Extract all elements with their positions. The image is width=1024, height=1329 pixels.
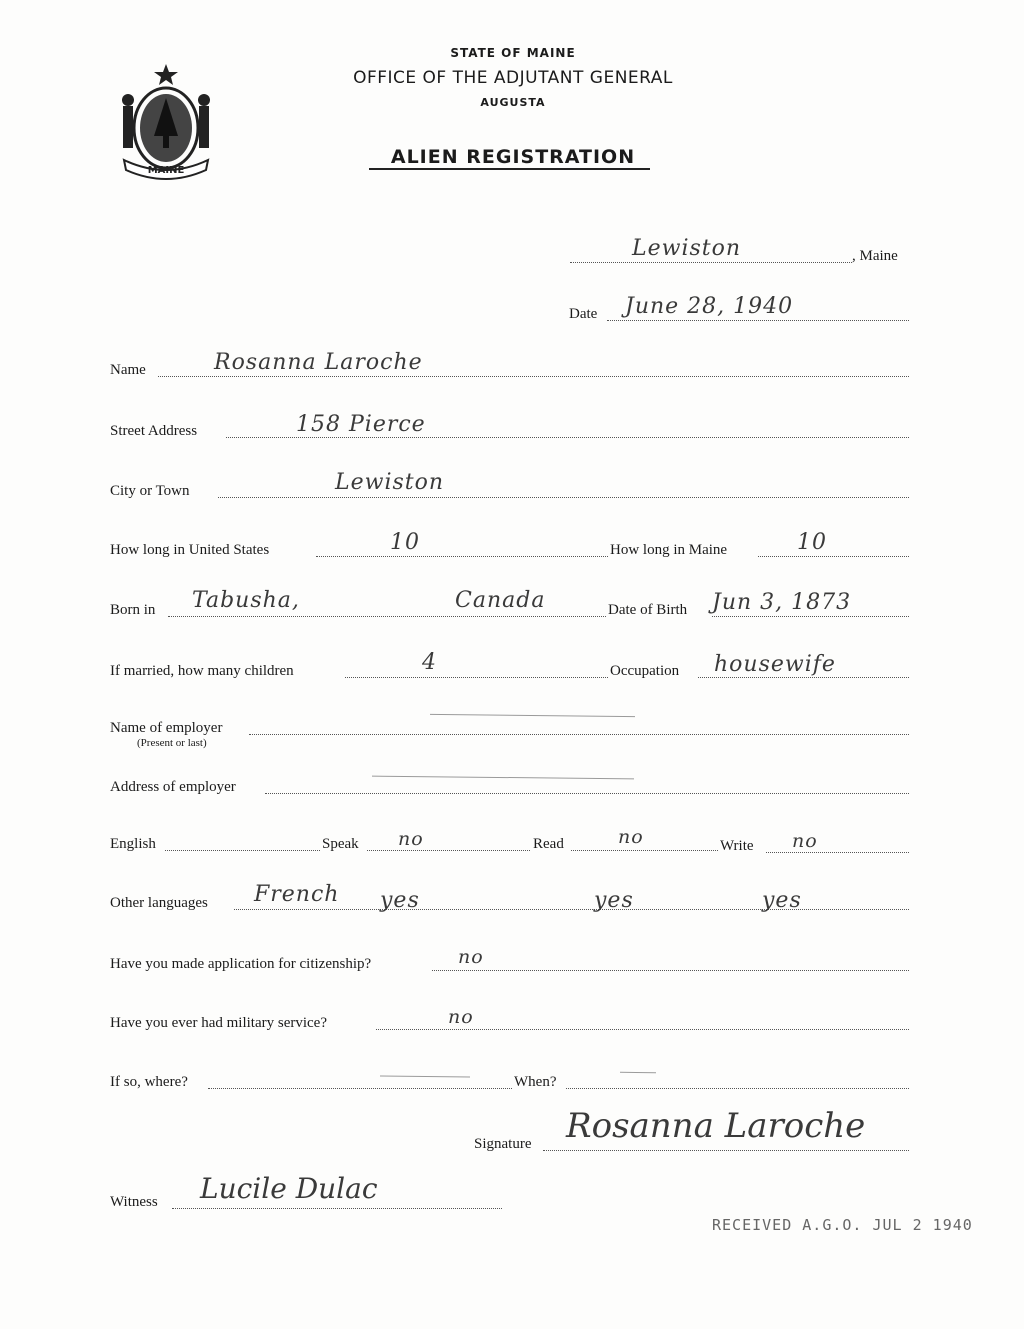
citizenship-label: Have you made application for citizenship? [110,956,372,972]
date-dotted-line [607,320,909,321]
dob-value: Jun 3, 1873 [712,590,852,615]
city-label: City or Town [110,483,190,499]
maine-state-seal-icon [110,58,222,183]
place-dotted-line [570,262,852,263]
employer-address-blank-dash [372,776,634,780]
when-blank-dash [620,1072,656,1073]
employer-dotted-line [249,734,909,735]
maine-label: , Maine [852,248,898,264]
office-heading: OFFICE OF THE ADJUTANT GENERAL [353,68,673,88]
employer-sublabel: (Present or last) [137,737,207,749]
employer-blank-dash [430,714,635,717]
born-label: Born in [110,602,156,618]
write-dotted-line [766,852,909,853]
state-heading: STATE OF MAINE [450,46,576,60]
title-underline [369,168,650,170]
city-heading: AUGUSTA [480,96,546,109]
date-value: June 28, 1940 [625,294,794,319]
employer-label: Name of employer [110,720,223,736]
seal-banner-text: MAINE [147,165,185,176]
where-dotted-line [208,1088,512,1089]
when-dotted-line [566,1088,909,1089]
born-country-value: Canada [455,588,546,613]
city-value: Lewiston [335,470,445,495]
children-dotted-line [345,677,608,678]
read-dotted-line [571,850,718,851]
witness-value: Lucile Dulac [200,1172,378,1205]
maine-years-value: 10 [797,530,827,555]
citizenship-dotted-line [432,970,909,971]
write-label: Write [720,838,754,854]
other-languages-dotted-line [234,909,909,910]
street-label: Street Address [110,423,198,439]
name-value: Rosanna Laroche [214,350,423,375]
name-label: Name [110,362,146,378]
date-label: Date [569,306,598,322]
born-town-value: Tabusha, [192,588,300,613]
witness-dotted-line [172,1208,502,1209]
english-speak-value: no [398,828,424,850]
maine-years-dotted-line [758,556,909,557]
dob-dotted-line [712,616,909,617]
english-label: English [110,836,156,852]
us-years-label: How long in United States [110,542,270,558]
children-label: If married, how many children [110,663,294,679]
other-language-value: French [254,882,340,907]
signature-dotted-line [543,1150,909,1151]
dob-label: Date of Birth [608,602,688,618]
occupation-dotted-line [698,677,909,678]
maine-years-label: How long in Maine [610,542,728,558]
witness-label: Witness [110,1194,158,1210]
occupation-label: Occupation [610,663,680,679]
employer-address-label: Address of employer [110,779,236,795]
us-years-value: 10 [390,530,420,555]
military-value: no [448,1006,474,1028]
where-blank-dash [380,1076,470,1078]
military-label: Have you ever had military service? [110,1015,327,1031]
english-write-value: no [792,830,818,852]
where-label: If so, where? [110,1074,188,1090]
form-title: ALIEN REGISTRATION [390,146,636,168]
other-speak-value: yes [380,888,420,913]
street-dotted-line [226,437,909,438]
street-value: 158 Pierce [296,412,426,437]
other-languages-label: Other languages [110,895,208,911]
military-dotted-line [376,1029,909,1030]
signature-label: Signature [474,1136,532,1152]
other-read-value: yes [594,888,634,913]
speak-label: Speak [322,836,359,852]
english-dotted-line [165,850,320,851]
born-dotted-line [168,616,606,617]
children-value: 4 [422,650,437,675]
us-years-dotted-line [316,556,608,557]
citizenship-value: no [458,946,484,968]
occupation-value: housewife [714,652,836,677]
when-label: When? [514,1074,557,1090]
name-dotted-line [158,376,909,377]
place-value: Lewiston [632,236,742,261]
english-read-value: no [618,826,644,848]
other-write-value: yes [762,888,802,913]
employer-address-dotted-line [265,793,909,794]
signature-value: Rosanna Laroche [566,1106,866,1146]
city-dotted-line [218,497,909,498]
received-stamp: RECEIVED A.G.O. JUL 2 1940 [712,1216,973,1234]
read-label: Read [533,836,564,852]
speak-dotted-line [367,850,530,851]
